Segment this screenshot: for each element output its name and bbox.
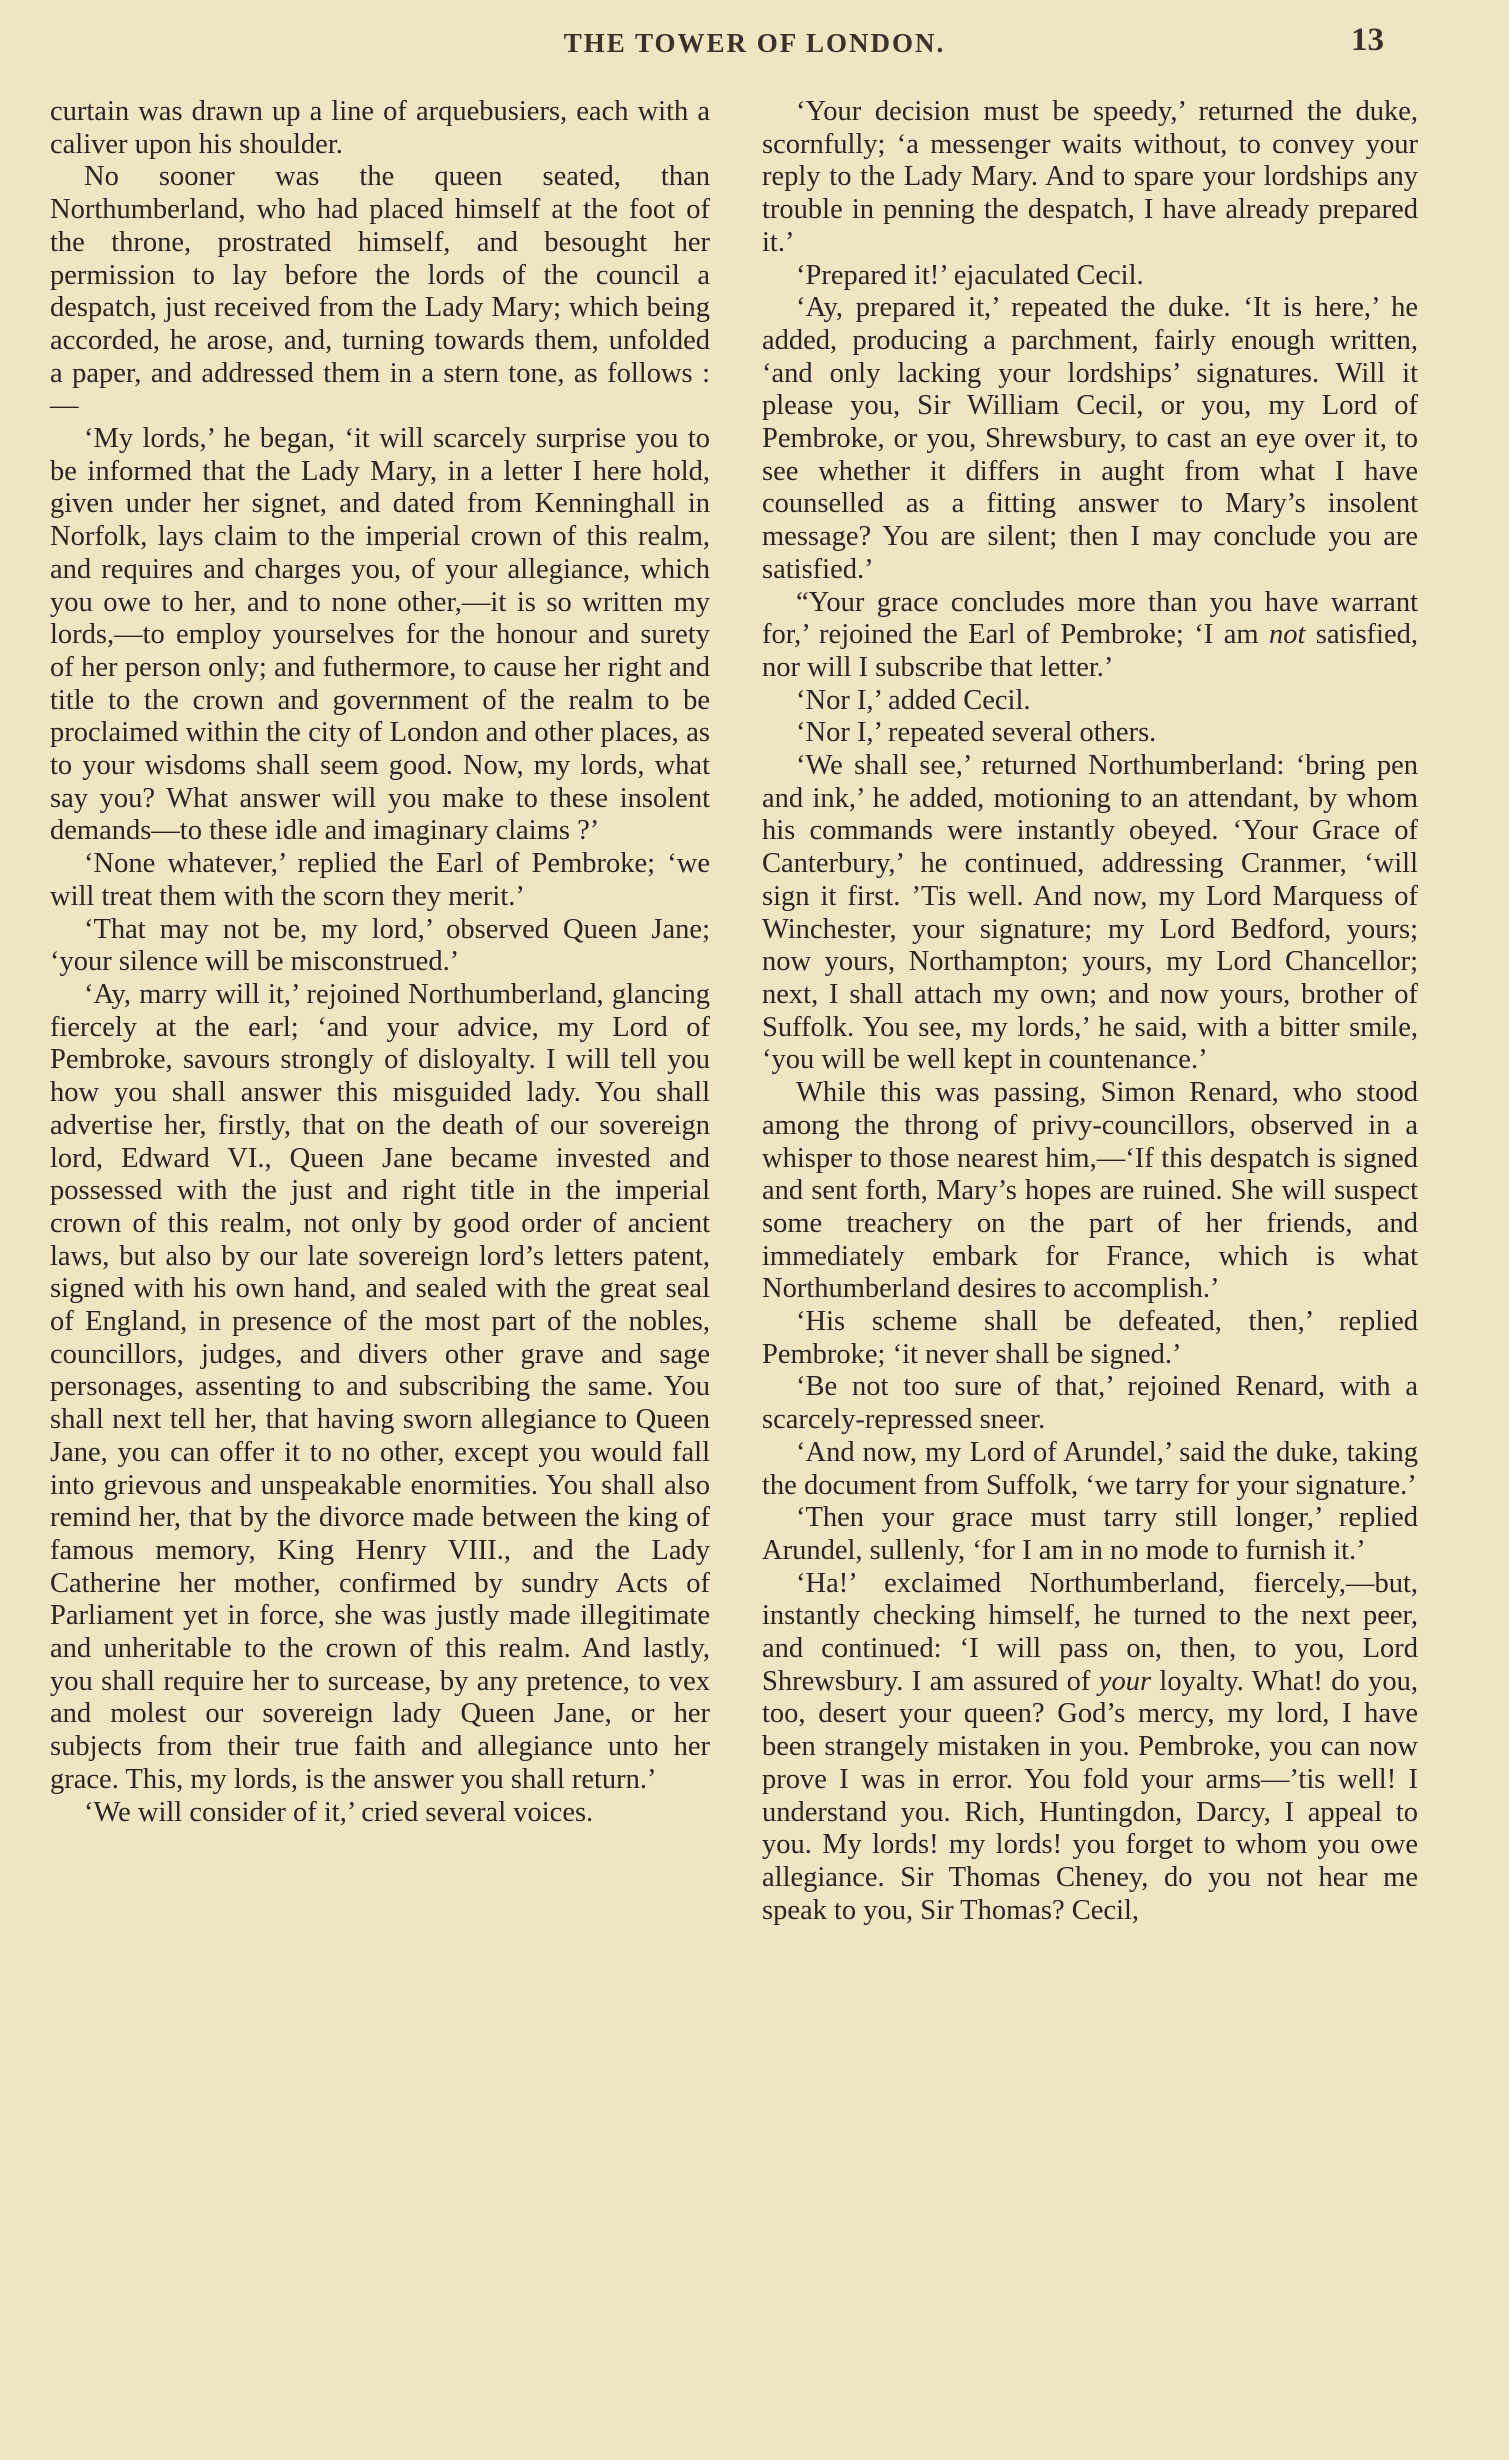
paragraph: ‘Nor I,’ added Cecil. (796, 684, 1031, 716)
emphasis: your (1098, 1665, 1152, 1697)
paragraph-text: ‘Ha!’ exclaimed Northumberland, fiercely,—but, instantly checking himself, he turned to the next peer, and continued: ‘I will pass on, then, to you, Lord Shrewsbury. I am assured of (762, 1567, 1418, 1697)
right-column (762, 96, 1418, 1927)
paragraph: While this was passing, Simon Renard, who stood among the throng of privy-councillors, observed in a whisper to those nearest him,—‘If this despatch is signed and sent forth, Mary’s hopes are ruined. She will suspect some treachery on the part of her friends, and immediately embark for France, which is what Northumberland desires to accomplish.’ (762, 1077, 1418, 1305)
paragraph: ‘His scheme shall be defeated, then,’ replied Pembroke; ‘it never shall be signed.’ (762, 1306, 1418, 1370)
left-column (50, 96, 710, 1829)
paragraph: ‘That may not be, my lord,’ observed Queen Jane; ‘your silence will be misconstrued.’ (50, 913, 710, 978)
paragraph: ‘Be not too sure of that,’ rejoined Renard, with a scarcely-repressed sneer. (762, 1371, 1418, 1436)
paragraph: ‘And now, my Lord of Arundel,’ said the duke, taking the document from Suffolk, ‘we tarry for your signature.’ (762, 1436, 1418, 1501)
paragraph: ‘Ay, prepared it,’ repeated the duke. ‘It is here,’ he added, producing a parchment, fairly enough written, ‘and only lacking your lordships’ signatures. Will it please you, Sir William Cecil, or you, my Lord of Pembroke, or you, Shrewsbury, to cast an eye over it, to see whether it differs in aught from what I have counselled as a fitting answer to Mary’s insolent message? You are silent; then I may conclude you are satisfied.’ (762, 292, 1418, 585)
paragraph (762, 1568, 1418, 1928)
emphasis: not (1269, 619, 1306, 651)
paragraph: ‘We will consider of it,’ cried several voices. (84, 1796, 594, 1828)
running-title: THE TOWER OF LONDON. (563, 28, 946, 58)
paragraph: ‘Then your grace must tarry still longer,’ replied Arundel, sullenly, ‘for I am in no mode to furnish it.’ (762, 1502, 1418, 1566)
paragraph: ‘We shall see,’ returned Northumberland: ‘bring pen and ink,’ he added, motioning to an attendant, by whom his commands were instantly obeyed. ‘Your Grace of Canterbury,’ he continued, addressing Cranmer, ‘will sign it first. ’Tis well. And now, my Lord Marquess of Winchester, your signature; my Lord Bedford, yours; now yours, Northampton; yours, my Lord Chancellor; next, I shall attach my own; and now yours, brother of Suffolk. You see, my lords,’ he said, with a bitter smile, ‘you will be well kept in countenance.’ (762, 750, 1418, 1076)
paragraph (762, 587, 1418, 685)
page-number: 13 (1351, 22, 1384, 58)
paragraph: ‘Ay, marry will it,’ rejoined Northumberland, glancing fiercely at the earl; ‘and your advice, my Lord of Pembroke, savours strongly of disloyalty. I will tell you how you shall answer this misguided lady. You shall advertise her, firstly, that on the death of our sovereign lord, Edward VI., Queen Jane became invested and possessed with the just and right title in the imperial crown of this realm, not only by good order of ancient laws, but also by our late sovereign lord’s letters patent, signed with his own hand, and sealed with the great seal of England, in presence of the most part of the nobles, councillors, judges, and divers other grave and sage personages, assenting to and subscribing the same. You shall next tell her, that having sworn allegiance to Queen Jane, you can offer it to no other, except you would fall into grievous and unspeakable enormities. You shall also remind her, that by the divorce made between the king of famous memory, King Henry VIII., and the Lady Catherine her mother, confirmed by sundry Acts of Parliament yet in force, she was justly made illegitimate and unheritable to the crown of this realm. And lastly, you shall require her to surcease, by any pretence, to vex and molest our sovereign lady Queen Jane, or her subjects from their true faith and allegiance unto her grace. This, my lords, is the answer you shall return.’ (50, 978, 710, 1795)
paragraph-text: God’s mercy, my lord, I have been strangely mistaken in you. Pembroke, you can now prove I was in error. You fold your arms—’tis well! I understand you. Rich, Huntingdon, Darcy, I appeal to you. My lords! my lords! you forget to whom you owe allegiance. Sir Thomas Cheney, do you not hear me speak to you, Sir Thomas? Cecil, (762, 1698, 1418, 1926)
paragraph-text: satisfied, nor will I subscribe that letter.’ (762, 619, 1418, 683)
paragraph-text: “Your grace concludes more than you have warrant for,’ rejoined the Earl of Pembroke; ‘I am (762, 586, 1418, 651)
paragraph: ‘Prepared it!’ ejaculated Cecil. (796, 259, 1144, 291)
paragraph: curtain was drawn up a line of arquebusiers, each with a caliver upon his shoulder. (50, 96, 710, 160)
paragraph: ‘None whatever,’ replied the Earl of Pembroke; ‘we will treat them with the scorn they merit.’ (50, 848, 710, 912)
paragraph-text: loyalty. What! do you, too, desert your queen? (762, 1665, 1419, 1730)
paragraph: No sooner was the queen seated, than Northumberland, who had placed himself at the foot of the throne, prostrated himself, and besought her permission to lay before the lords of the council a despatch, just received from the Lady Mary; which being accorded, he arose, and, turning towards them, unfolded a paper, and addressed them in a stern tone, as follows :— (50, 161, 710, 422)
paragraph: ‘My lords,’ he began, ‘it will scarcely surprise you to be informed that the Lady Mary, in a letter I here hold, given under her signet, and dated from Kenninghall in Norfolk, lays claim to the imperial crown of this realm, and requires and charges you, of your allegiance, which you owe to her, and to none other,—it is so written my lords,—to employ yourselves for the honour and surety of her person only; and futhermore, to cause her right and title to the crown and government of the realm to be proclaimed within the city of London and other places, as to your wisdoms shall seem good. Now, my lords, what say you? What answer will you make to these insolent demands—to these idle and imaginary claims ?’ (50, 423, 710, 847)
paragraph: ‘Nor I,’ repeated several others. (796, 717, 1157, 749)
paragraph: ‘Your decision must be speedy,’ returned the duke, scornfully; ‘a messenger waits without, to convey your reply to the Lady Mary. And to spare your lordships any trouble in penning the despatch, I have already prepared it.’ (762, 96, 1418, 258)
